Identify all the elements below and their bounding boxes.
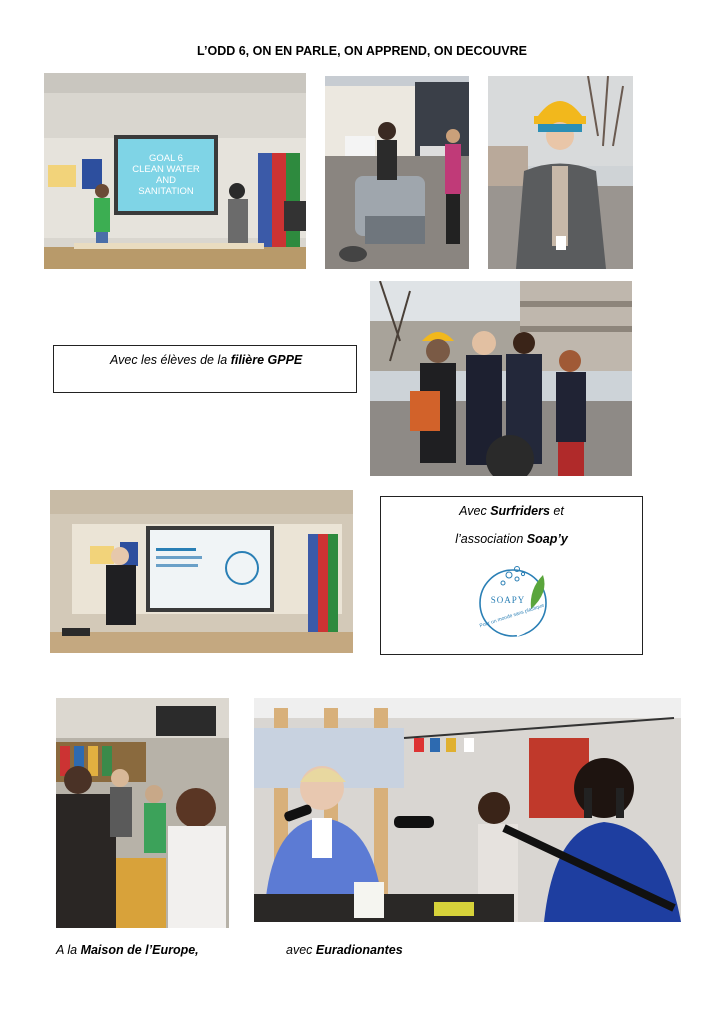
- cleaning-machine-photo: [325, 76, 469, 269]
- soapy-logo: [473, 559, 553, 639]
- yellow-helmet-photo: [488, 76, 633, 269]
- maison-caption-bold: Maison de l’Europe,: [80, 943, 199, 957]
- speaker-presentation-photo: [50, 490, 353, 653]
- radio-studio-photo: [254, 698, 681, 922]
- soapy-line-prefix: l’association: [455, 532, 527, 546]
- slide-goal-label: GOAL 6: [149, 153, 183, 164]
- gppe-caption-prefix: Avec les élèves de la: [110, 353, 231, 367]
- slide-topic-line1: CLEAN WATER AND: [132, 164, 200, 186]
- classroom-presentation-photo: [44, 73, 306, 269]
- soapy-name: Soap’y: [526, 532, 568, 546]
- euradio-caption-prefix: avec: [286, 943, 316, 957]
- page-title: L’ODD 6, ON EN PARLE, ON APPREND, ON DECOUVRE: [197, 44, 527, 58]
- surfriders-caption-box: [380, 496, 643, 655]
- soapy-logo-tagline: Pour un monde sans plastique: [478, 602, 546, 630]
- surfriders-line1-suffix: et: [549, 504, 564, 518]
- soapy-logo-name: SOAPY: [490, 595, 526, 605]
- surfriders-name: Surfriders: [490, 504, 550, 518]
- gppe-caption-box: [53, 345, 357, 393]
- maison-europe-photo: [56, 698, 229, 928]
- maison-caption: [56, 943, 199, 957]
- euradio-caption-bold: Euradionantes: [315, 943, 403, 957]
- surfriders-line1-prefix: Avec: [459, 504, 491, 518]
- students-outdoor-photo: [370, 281, 632, 476]
- maison-caption-prefix: A la: [56, 943, 81, 957]
- gppe-caption-bold: filière GPPE: [230, 353, 303, 367]
- euradio-caption: [286, 943, 403, 957]
- slide-topic-line2: SANITATION: [138, 186, 194, 197]
